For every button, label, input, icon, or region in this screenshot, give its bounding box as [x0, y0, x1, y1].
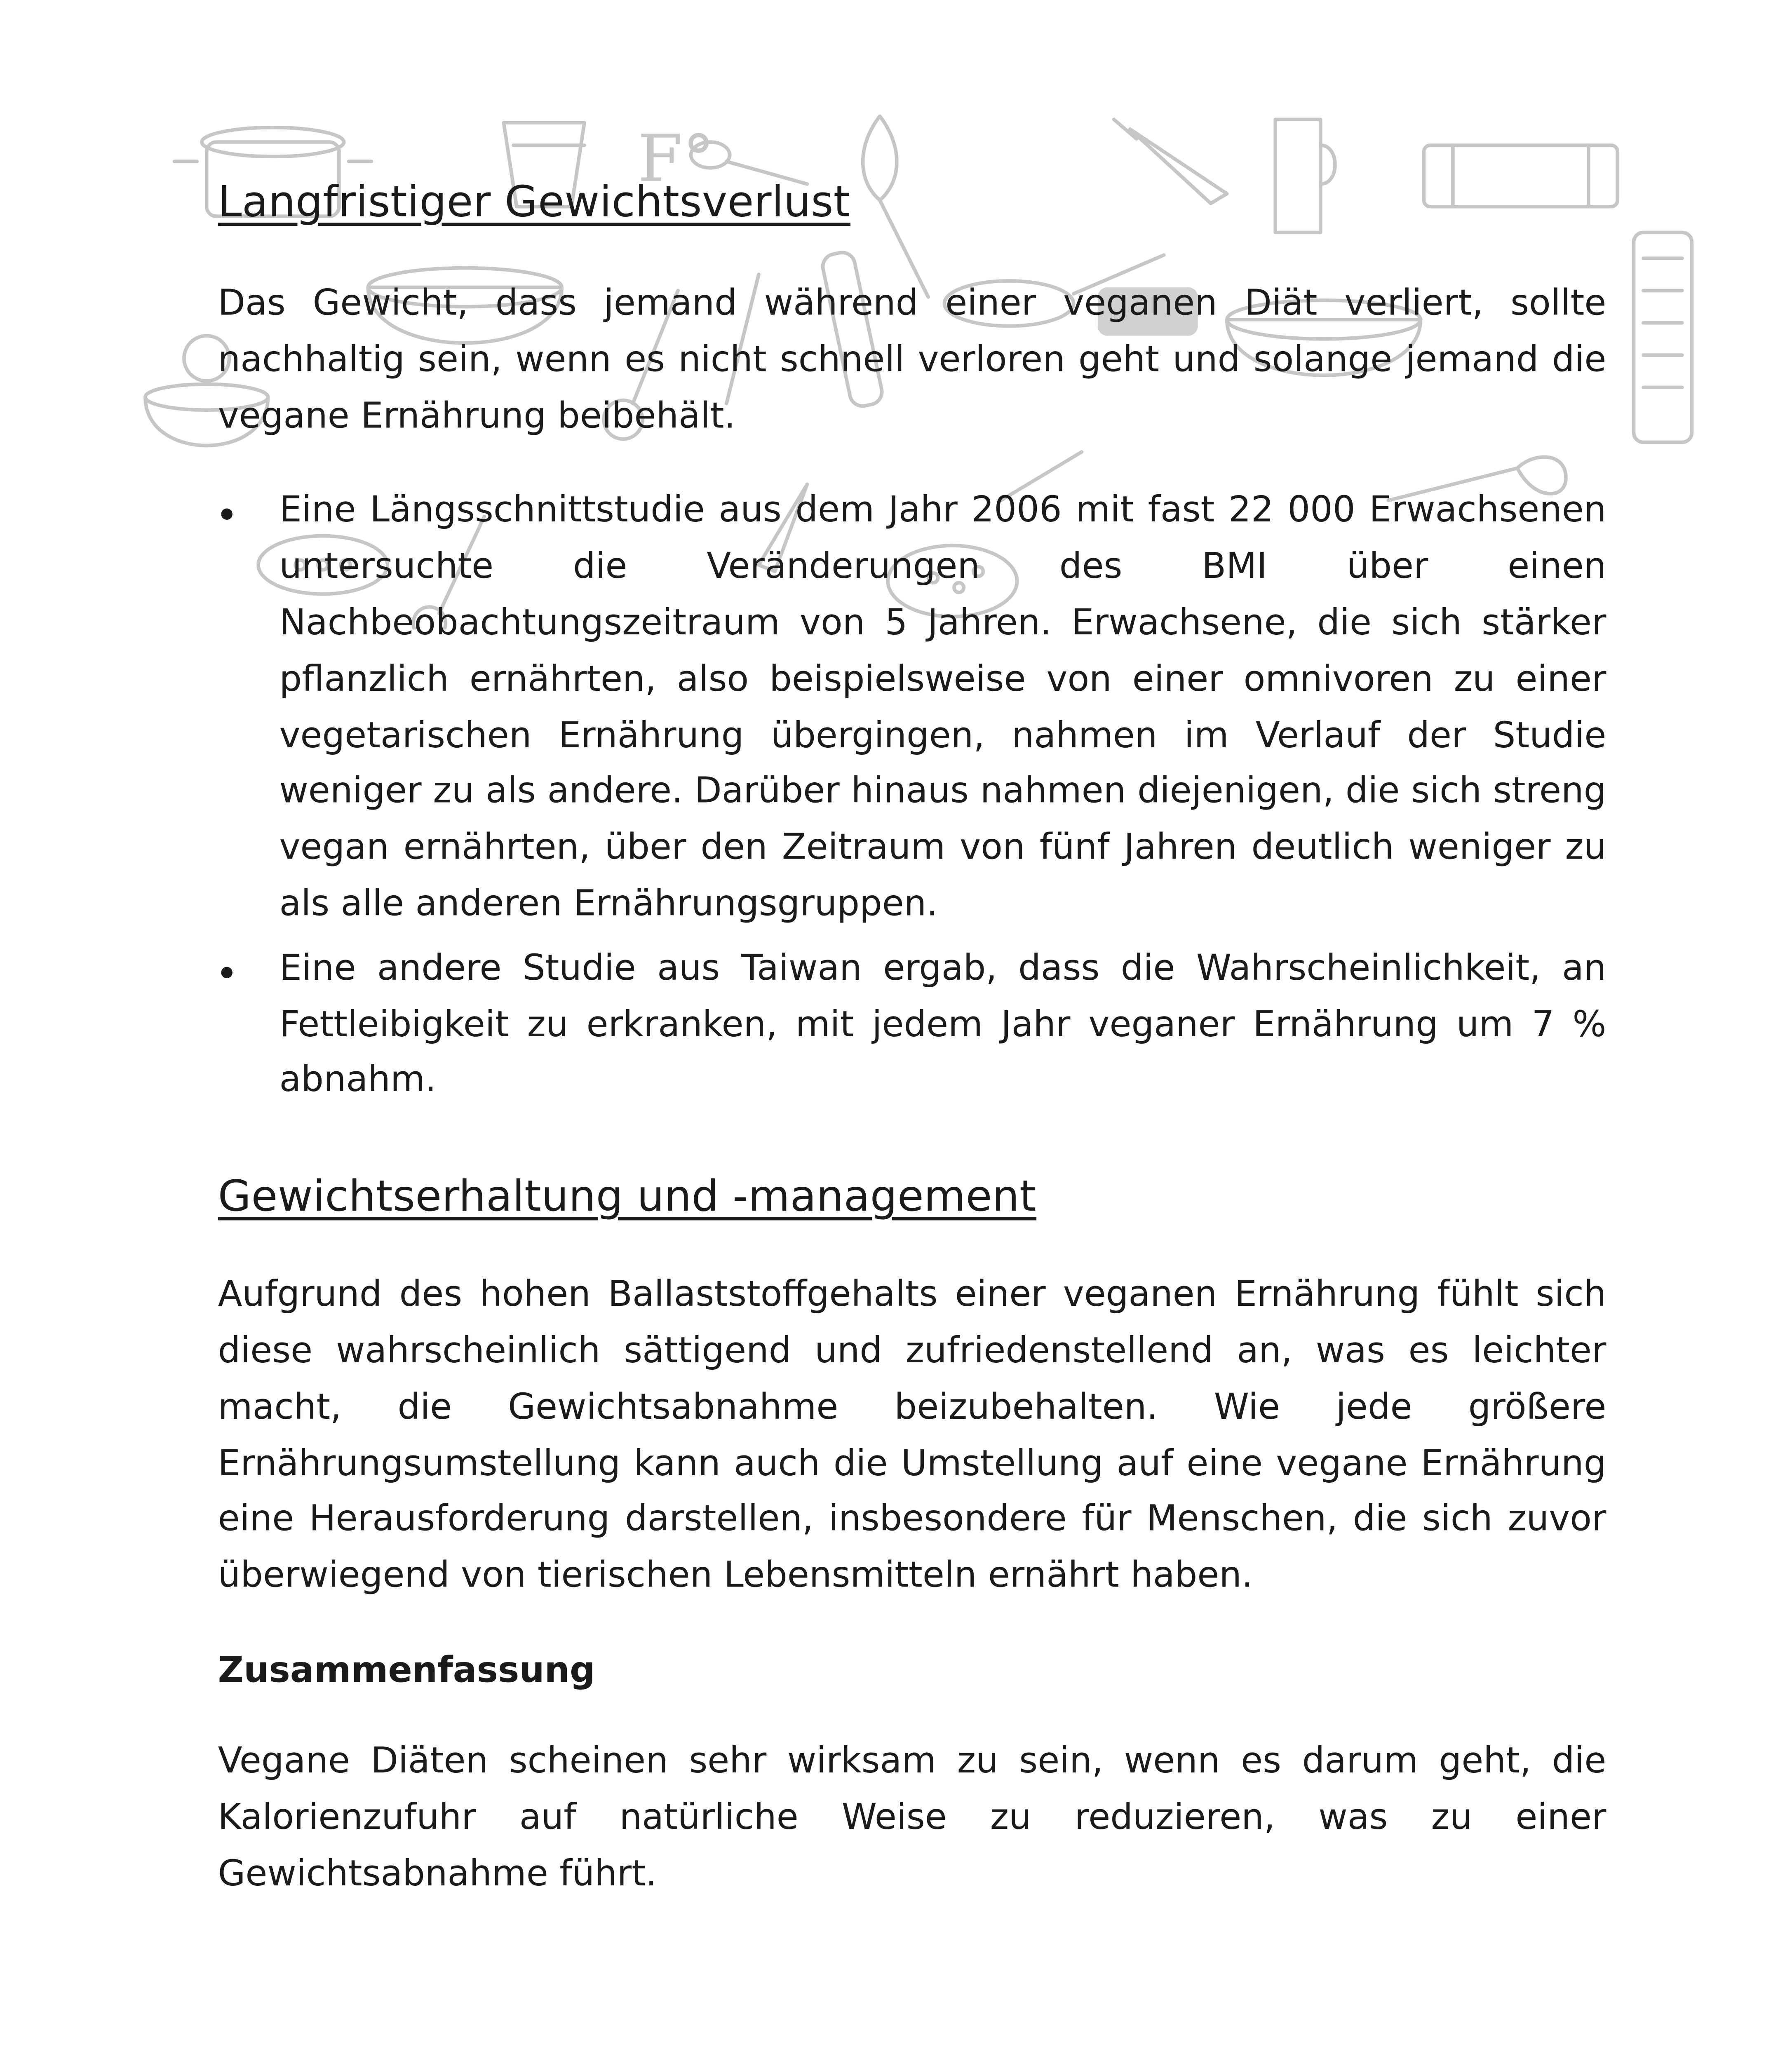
section-heading-langfristiger-gewichtsverlust: Langfristiger Gewichtsverlust [218, 177, 850, 228]
weight-maintenance-paragraph: Aufgrund des hohen Ballaststoffgehalts einer veganen Ernährung fühlt sich diese wahrscheinlich sättigend und zufriedenstellend an, was es leichter macht, die Gewichtsabnahme beizubehalten. Wie jede größere Ernährungsumstellung kann auch die Umstellung auf eine vegane Ernährung eine Herausforderung darstellen, insbesondere für Menschen, die sich zuvor überwiegend von tierischen Lebensmitteln ernährt haben. [218, 1275, 1606, 1597]
study-bullet-list [218, 485, 1606, 1110]
section-heading-gewichtserhaltung: Gewichtserhaltung und -management [218, 1172, 1037, 1223]
list-item-text: Eine Längsschnittstudie aus dem Jahr 2006 mit fast 22 000 Erwachsenen untersuchte die Veränderungen des BMI über einen Nachbeobachtungszeitraum von 5 Jahren. Erwachsene, die sich stärker pflanzlich ernährten, also beispielsweise von einer omnivoren zu einer vegetarischen Ernährung übergingen, nahmen im Verlauf der Studie weniger zu als andere. Darüber hinaus nahmen diejenigen, die sich streng vegan ernährten, über den Zeitraum von fünf Jahren deutlich weniger zu als alle anderen Ernährungsgruppen. [279, 491, 1606, 925]
bullet-icon [221, 509, 232, 520]
summary-heading: Zusammenfassung [218, 1651, 595, 1692]
summary-paragraph: Vegane Diäten scheinen sehr wirksam zu sein, wenn es darum geht, die Kalorienzufuhr auf natürliche Weise zu reduzieren, was zu einer Gewichtsabnahme führt. [218, 1742, 1606, 1894]
intro-paragraph: Das Gewicht, dass jemand während einer veganen Diät verliert, sollte nachhaltig sein, wenn es nicht schnell verloren geht und solange jemand die vegane Ernährung beibehält. [218, 284, 1606, 437]
page-content [218, 174, 1606, 1904]
list-item [218, 942, 1606, 1111]
list-item [218, 485, 1606, 934]
svg-text:F°: F° [637, 121, 715, 196]
bullet-icon [221, 967, 232, 978]
list-item-text: Eine andere Studie aus Taiwan ergab, dass die Wahrscheinlichkeit, an Fettleibigkeit zu erkranken, mit jedem Jahr veganer Ernährung um 7 % abnahm. [279, 948, 1606, 1102]
grater-icon [1634, 232, 1692, 442]
